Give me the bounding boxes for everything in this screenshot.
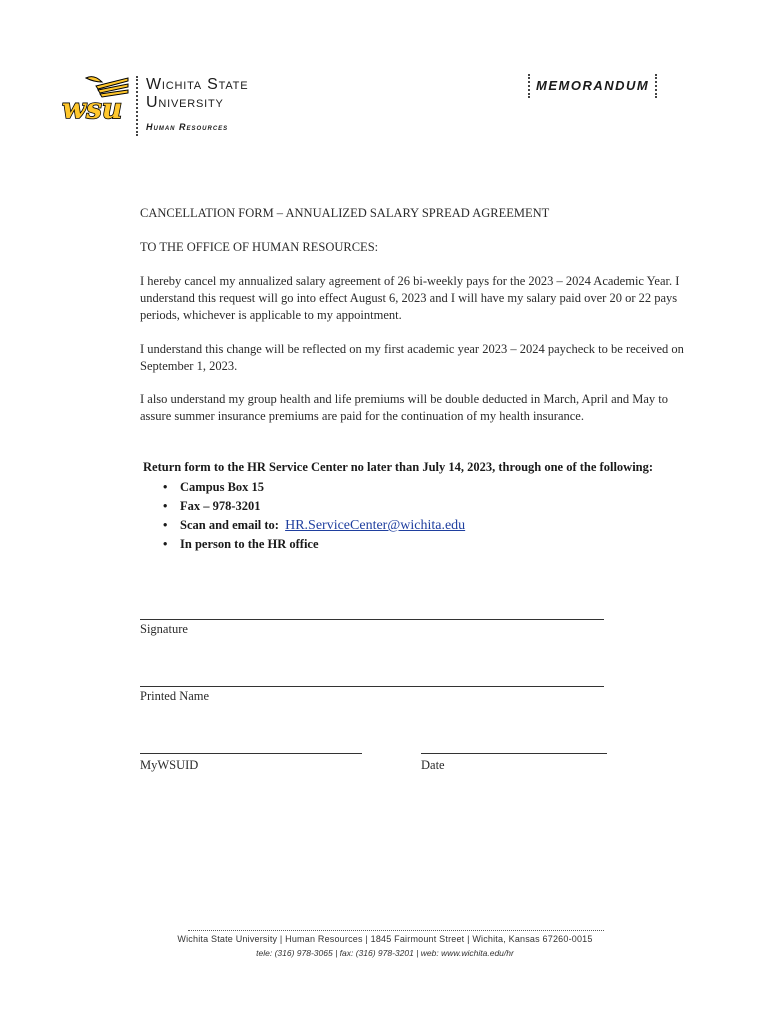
email-link[interactable]: HR.ServiceCenter@wichita.edu: [285, 518, 466, 533]
addressee-line: TO THE OFFICE OF HUMAN RESOURCES:: [140, 240, 379, 254]
submission-options-list: [163, 478, 465, 554]
option-in-person: In person to the HR office: [180, 537, 319, 551]
date-line[interactable]: [421, 753, 607, 754]
list-item: [163, 516, 465, 535]
option-campus-box: Campus Box 15: [180, 480, 265, 494]
bullet: •: [163, 480, 168, 494]
printed-name-label: Printed Name: [140, 689, 210, 703]
signature-label: Signature: [140, 622, 188, 636]
logo-wordmark: wsu: [62, 92, 123, 124]
wsu-shocker-logo: [58, 72, 130, 124]
memorandum-label: MEMORANDUM: [528, 74, 657, 98]
option-fax: Fax – 978-3201: [180, 499, 261, 513]
footer-address: Wichita State University | Human Resources | 1845 Fairmount Street | Wichita, Kansas 67260-0015: [177, 934, 593, 944]
list-item: [163, 497, 465, 516]
form-title: CANCELLATION FORM – ANNUALIZED SALARY SPREAD AGREEMENT: [140, 206, 550, 220]
university-name: [146, 76, 248, 132]
bullet: •: [163, 499, 168, 513]
printed-name-line[interactable]: [140, 686, 604, 687]
paragraph-3: I also understand my group health and life premiums will be double deducted in March, April and May to assure summer insurance premiums are paid for the continuation of my health insurance.: [140, 392, 669, 423]
date-label: Date: [421, 758, 445, 772]
mywsuid-line[interactable]: [140, 753, 362, 754]
paragraph-1: I hereby cancel my annualized salary agreement of 26 bi-weekly pays for the 2023 – 2024 Academic Year. I understand this request will go into effect August 6, 2023 and I will have my salary paid over 20 or 22 pays periods, whichever is applicable to my appointment.: [140, 274, 680, 322]
option-email: Scan and email to:: [180, 518, 279, 532]
bullet: •: [163, 537, 168, 551]
signature-line[interactable]: [140, 619, 604, 620]
department-name: Human Resources: [146, 122, 229, 132]
list-item: [163, 535, 465, 554]
footer-divider: [188, 930, 604, 931]
paragraph-2: I understand this change will be reflected on my first academic year 2023 – 2024 paycheck to be received on September 1, 2023.: [140, 342, 684, 373]
header-divider: [136, 76, 138, 136]
list-item: [163, 478, 465, 497]
university-line-1: Wichita State: [146, 76, 249, 93]
footer-contact: tele: (316) 978-3065 | fax: (316) 978-3201 | web: www.wichita.edu/hr: [256, 948, 514, 958]
bullet: •: [163, 518, 168, 532]
return-instructions: Return form to the HR Service Center no later than July 14, 2023, through one of the following:: [143, 460, 654, 474]
mywsuid-label: MyWSUID: [140, 758, 199, 772]
university-line-2: University: [146, 94, 224, 111]
